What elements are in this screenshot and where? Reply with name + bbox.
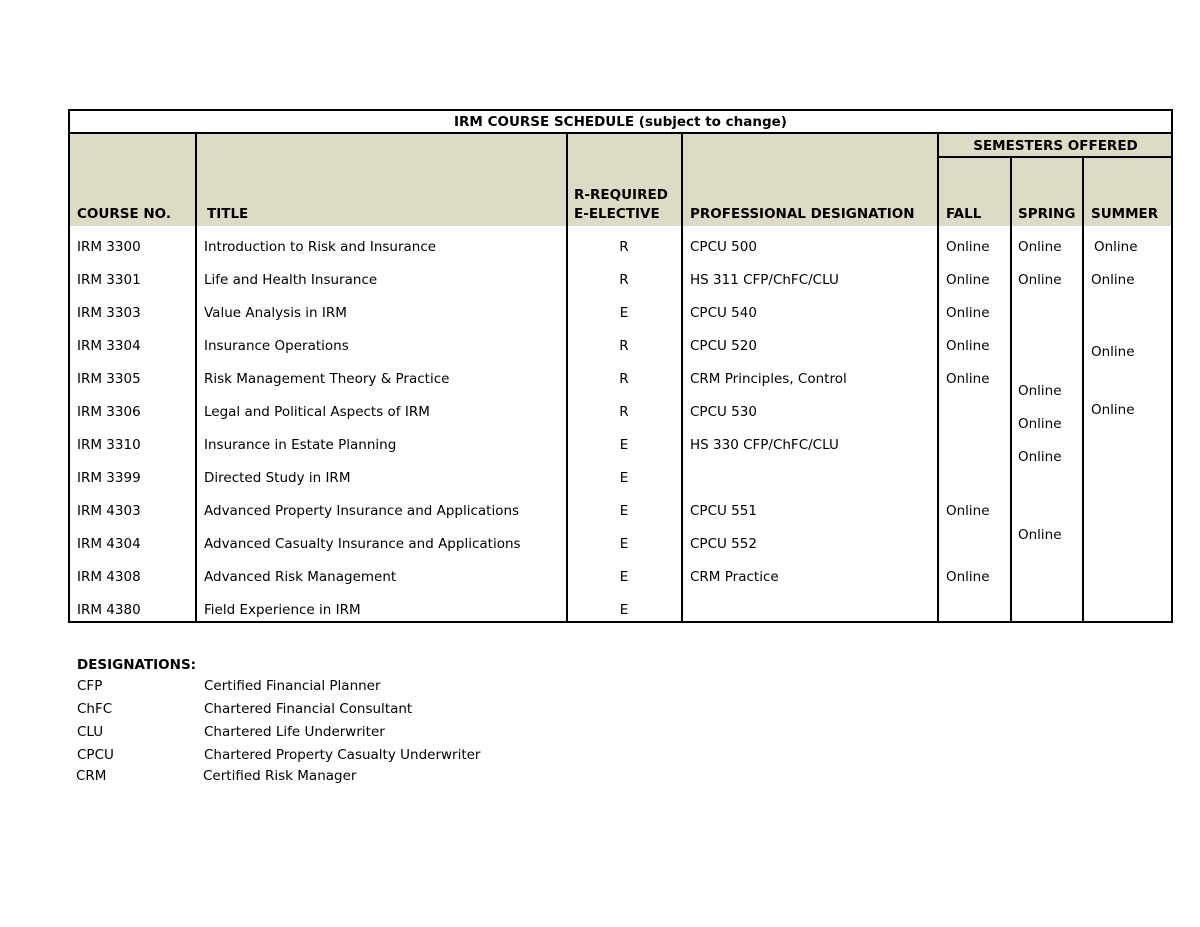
column-divider [195,132,197,623]
course-requirement: E [619,470,629,486]
header-course-no: COURSE NO. [77,206,171,222]
course-designation: CPCU 500 [690,239,757,255]
semesters-divider [938,156,1173,158]
course-designation: CPCU 551 [690,503,757,519]
column-divider [681,132,683,623]
designation-name: Chartered Financial Consultant [204,701,413,717]
designation-abbr: CPCU [77,747,114,763]
header-summer: SUMMER [1091,206,1159,222]
spring-online: Online [1018,239,1062,255]
summer-online: Online [1091,344,1135,360]
course-title: Risk Management Theory & Practice [204,371,450,387]
fall-online: Online [946,503,990,519]
designation-name: Certified Risk Manager [203,768,357,784]
designation-abbr: CRM [76,768,107,784]
table-title: IRM COURSE SCHEDULE (subject to change) [454,114,787,130]
column-divider [937,132,939,623]
course-number: IRM 4308 [77,569,141,585]
course-title: Legal and Political Aspects of IRM [204,404,430,420]
spring-online: Online [1018,527,1062,543]
designation-abbr: CFP [77,678,103,694]
course-requirement: E [619,536,629,552]
spring-online: Online [1018,416,1062,432]
designation-name: Chartered Property Casualty Underwriter [204,747,481,763]
spring-online: Online [1018,383,1062,399]
course-designation: CRM Principles, Control [690,371,847,387]
fall-online: Online [946,371,990,387]
table-right-border [1171,109,1173,623]
course-number: IRM 3399 [77,470,141,486]
course-title: Insurance Operations [204,338,349,354]
designation-abbr: CLU [77,724,104,740]
title-divider [68,132,1173,134]
column-divider [1010,156,1012,623]
course-number: IRM 4304 [77,536,141,552]
course-number: IRM 3310 [77,437,141,453]
course-title: Insurance in Estate Planning [204,437,397,453]
course-requirement: R [619,239,629,255]
fall-online: Online [946,338,990,354]
designations-heading: DESIGNATIONS: [77,657,197,673]
course-designation: CPCU 552 [690,536,757,552]
course-title: Introduction to Risk and Insurance [204,239,437,255]
header-title: TITLE [207,206,249,222]
course-number: IRM 3303 [77,305,141,321]
table-bottom-border [68,621,1173,623]
course-title: Advanced Casualty Insurance and Applications [204,536,521,552]
course-title: Directed Study in IRM [204,470,351,486]
course-designation: CRM Practice [690,569,779,585]
header-spring: SPRING [1018,206,1076,222]
course-requirement: E [619,602,629,618]
course-designation: CPCU 540 [690,305,757,321]
course-requirement: R [619,272,629,288]
course-title: Life and Health Insurance [204,272,378,288]
course-title: Value Analysis in IRM [204,305,347,321]
course-requirement: R [619,338,629,354]
table-left-border [68,109,70,623]
designation-abbr: ChFC [77,701,113,717]
fall-online: Online [946,569,990,585]
designation-name: Chartered Life Underwriter [204,724,385,740]
header-semesters-offered: SEMESTERS OFFERED [973,138,1138,154]
designation-name: Certified Financial Planner [204,678,381,694]
course-designation: HS 330 CFP/ChFC/CLU [690,437,839,453]
course-requirement: R [619,404,629,420]
fall-online: Online [946,239,990,255]
header-fall: FALL [946,206,982,222]
summer-online: Online [1091,272,1135,288]
summer-online: Online [1094,239,1138,255]
course-designation: CPCU 530 [690,404,757,420]
table-top-border [68,109,1173,111]
course-title: Advanced Risk Management [204,569,397,585]
spring-online: Online [1018,449,1062,465]
fall-online: Online [946,305,990,321]
course-title: Field Experience in IRM [204,602,361,618]
header-required-line1: R-REQUIRED [574,187,668,203]
course-number: IRM 3305 [77,371,141,387]
course-number: IRM 3300 [77,239,141,255]
course-title: Advanced Property Insurance and Applications [204,503,520,519]
header-designation: PROFESSIONAL DESIGNATION [690,206,915,222]
course-number: IRM 4303 [77,503,141,519]
course-number: IRM 3301 [77,272,141,288]
course-requirement: E [619,305,629,321]
summer-online: Online [1091,402,1135,418]
course-designation: CPCU 520 [690,338,757,354]
course-requirement: E [619,569,629,585]
course-designation: HS 311 CFP/ChFC/CLU [690,272,839,288]
course-requirement: R [619,371,629,387]
course-number: IRM 4380 [77,602,141,618]
course-number: IRM 3306 [77,404,141,420]
header-required-line2: E-ELECTIVE [574,206,660,222]
course-requirement: E [619,437,629,453]
column-divider [1082,156,1084,623]
course-requirement: E [619,503,629,519]
fall-online: Online [946,272,990,288]
spring-online: Online [1018,272,1062,288]
course-number: IRM 3304 [77,338,141,354]
course-schedule-table [68,109,1173,623]
